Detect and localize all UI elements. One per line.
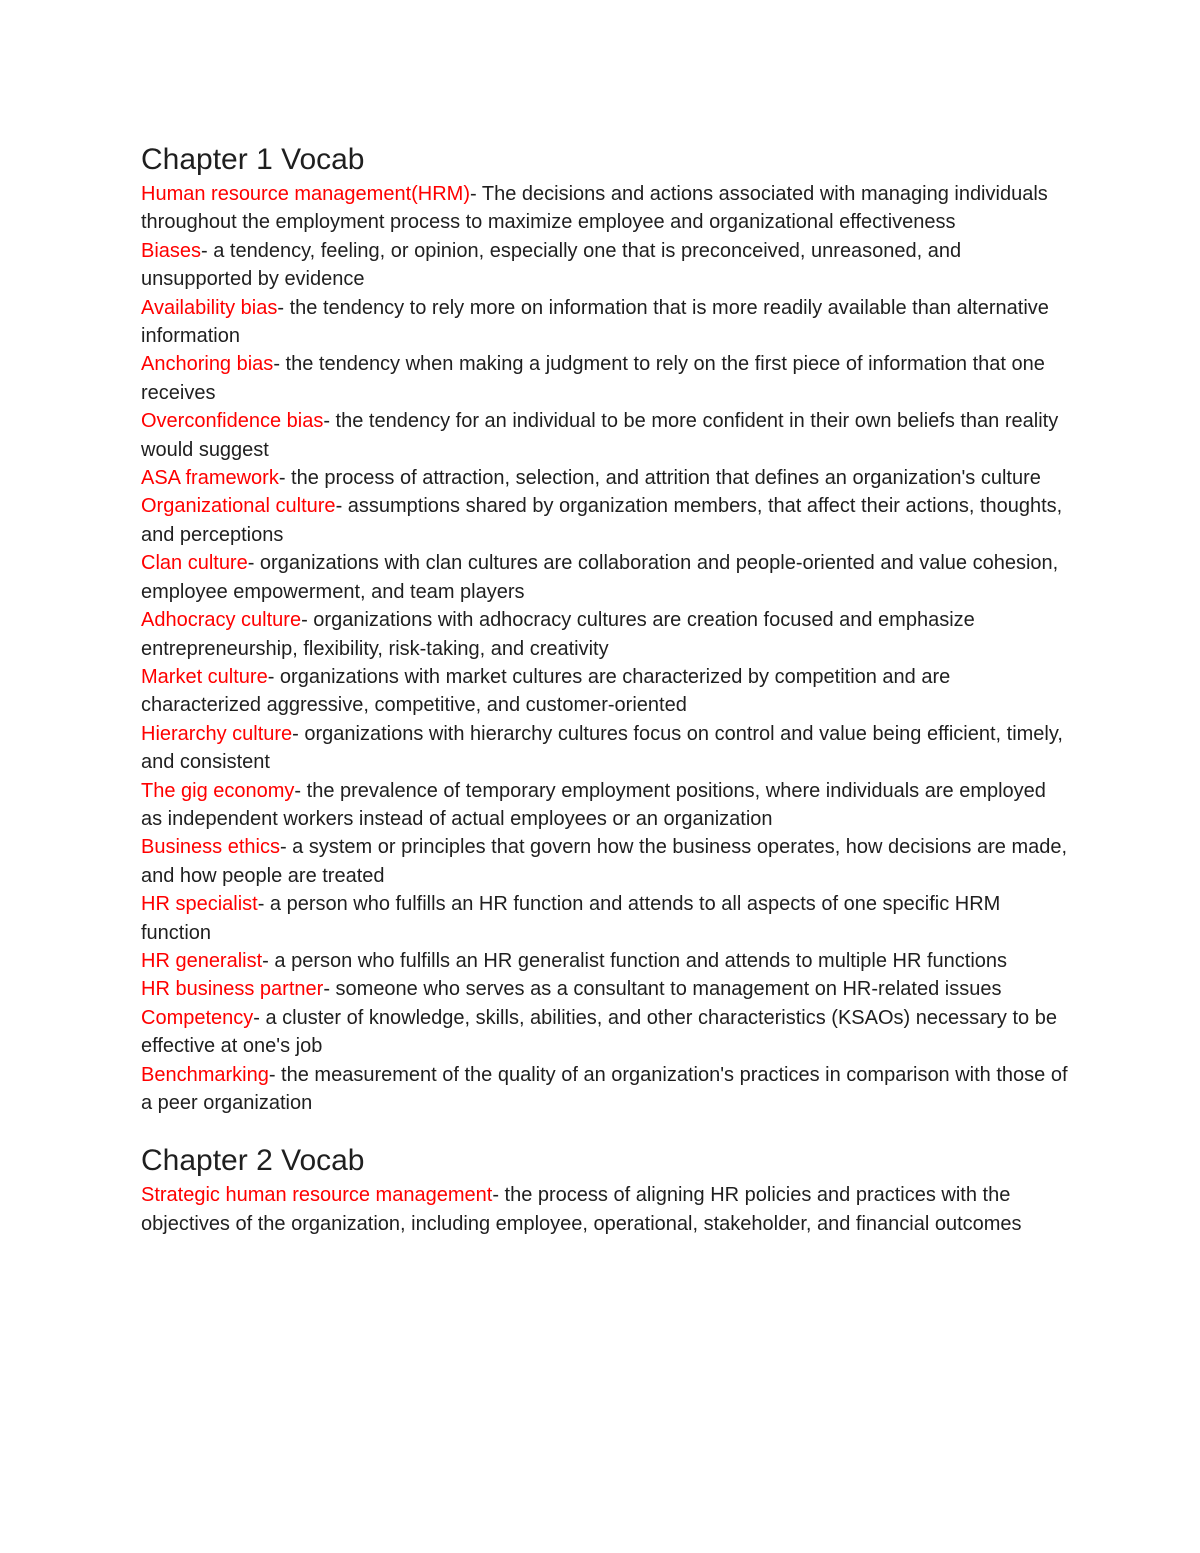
vocab-entry [141,1061,1071,1118]
vocab-term: Clan culture [141,552,248,575]
vocab-entry [141,1004,1071,1061]
vocab-definition: - someone who serves as a consultant to management on HR-related issues [323,978,1002,1001]
vocab-definition: - organizations with hierarchy cultures focus on control and value being efficient, timely, and consistent [141,722,1063,774]
vocab-term: ASA framework [141,467,279,490]
vocab-entry [141,294,1071,351]
chapter-2-section [141,1141,1071,1238]
vocab-entry [141,833,1071,890]
vocab-term: Availability bias [141,296,278,319]
vocab-definition: - the tendency when making a judgment to rely on the first piece of information that one receives [141,353,1045,404]
vocab-term: Biases [141,239,202,262]
vocab-definition: - the process of aligning HR policies and practices with the objectives of the organization, including employee, operational, stakeholder, and financial outcomes [141,1184,1022,1235]
vocab-term: Competency [141,1006,254,1029]
vocab-entry [141,350,1071,407]
vocab-entry [141,1181,1071,1238]
vocab-definition: - a cluster of knowledge, skills, abilities, and other characteristics (KSAOs) necessary to be effective at one's job [141,1006,1057,1058]
vocab-entry [141,549,1071,606]
chapter-1-entries [141,180,1071,1117]
vocab-definition: - the prevalence of temporary employment positions, where individuals are employed as independent workers instead of actual employees or an organization [141,779,1046,830]
vocab-term: Adhocracy culture [141,609,302,632]
vocab-definition: - a system or principles that govern how the business operates, how decisions are made, and how people are treated [141,836,1068,887]
vocab-definition: - organizations with clan cultures are collaboration and people-oriented and value cohesion, employee empowerment, and team players [141,552,1059,603]
vocab-entry [141,663,1071,720]
vocab-entry [141,407,1071,464]
vocab-term: Overconfidence bias [141,410,324,433]
chapter-1-section [141,140,1071,1117]
chapter-2-heading: Chapter 2 Vocab [141,1144,365,1178]
vocab-definition: - a person who fulfills an HR generalist function and attends to multiple HR functions [262,949,1008,972]
vocab-definition: - a tendency, feeling, or opinion, especially one that is preconceived, unreasoned, and unsupported by evidence [141,239,962,291]
vocab-term: Human resource management(HRM) [141,183,471,205]
vocab-definition: - organizations with market cultures are characterized by competition and are characterized aggressive, competitive, and customer-oriented [141,665,951,717]
vocab-definition: - a person who fulfills an HR function and attends to all aspects of one specific HRM function [141,893,1001,944]
vocab-term: HR specialist [141,893,258,916]
vocab-definition: - organizations with adhocracy cultures are creation focused and emphasize entrepreneurship, flexibility, risk-taking, and creativity [141,609,975,660]
vocab-term: Market culture [141,665,268,688]
vocab-term: Organizational culture [141,495,336,518]
vocab-entry [141,464,1071,492]
vocab-entry [141,492,1071,549]
vocab-term: HR business partner [141,978,324,1001]
vocab-term: Strategic human resource management [141,1184,493,1207]
vocab-entry [141,777,1071,834]
vocab-entry [141,947,1071,975]
vocab-definition: - the tendency for an individual to be more confident in their own beliefs than reality would suggest [141,410,1059,461]
chapter-2-entries [141,1181,1071,1238]
vocab-term: Hierarchy culture [141,722,293,745]
vocab-definition: - assumptions shared by organization members, that affect their actions, thoughts, and perceptions [141,495,1063,546]
vocab-entry [141,606,1071,663]
vocab-term: Benchmarking [141,1063,269,1086]
vocab-entry [141,720,1071,777]
vocab-term: The gig economy [141,779,295,802]
vocab-term: HR generalist [141,949,263,972]
vocab-entry [141,975,1071,1003]
vocab-term: Business ethics [141,836,280,859]
chapter-1-heading: Chapter 1 Vocab [141,143,365,176]
vocab-entry [141,890,1071,947]
vocab-definition: - The decisions and actions associated with managing individuals throughout the employment process to maximize employee and organizational effectiveness [141,183,1048,234]
vocab-entry [141,237,1071,294]
vocab-entry [141,180,1071,237]
document-page [141,140,1071,1238]
vocab-definition: - the process of attraction, selection, and attrition that defines an organization's culture [278,467,1041,490]
vocab-definition: - the measurement of the quality of an organization's practices in comparison with those of a peer organization [141,1063,1068,1114]
vocab-term: Anchoring bias [141,353,274,376]
vocab-definition: - the tendency to rely more on information that is more readily available than alternative information [141,296,1049,348]
